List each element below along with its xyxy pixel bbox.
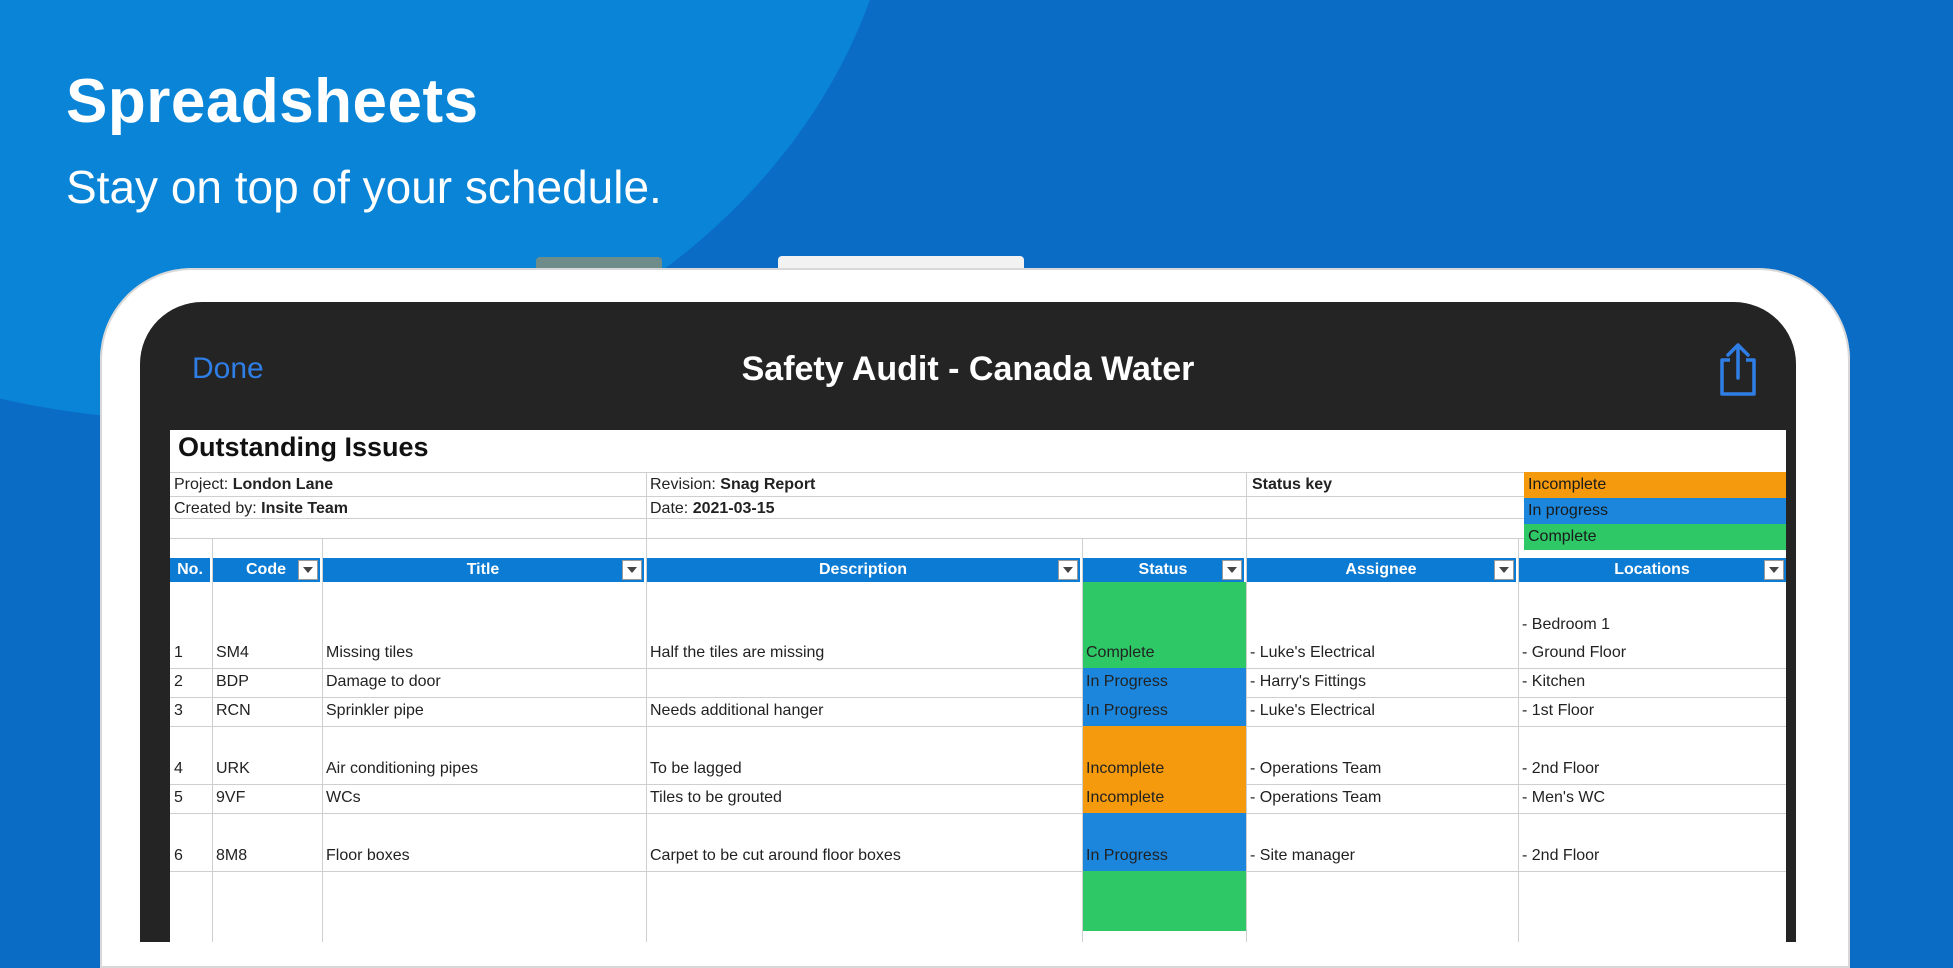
row-divider [170, 668, 1786, 669]
cell-location: - Kitchen [1522, 673, 1586, 690]
cell-status: Incomplete [1086, 760, 1165, 777]
filter-dropdown-icon[interactable] [622, 560, 642, 580]
cell-assignee: - Operations Team [1250, 789, 1382, 806]
filter-dropdown-icon[interactable] [1058, 560, 1078, 580]
cell-code: RCN [216, 702, 251, 719]
cell-code: SM4 [216, 644, 249, 661]
cell-description: Tiles to be grouted [650, 789, 782, 806]
column-header-code[interactable]: Code [212, 558, 322, 582]
cell-location: - Ground Floor [1522, 644, 1627, 661]
cell-location: - 2nd Floor [1522, 760, 1600, 777]
cell-location: - Men's WC [1522, 789, 1606, 806]
revision-info: Revision: Snag Report [650, 476, 816, 493]
cell-assignee: - Luke's Electrical [1250, 702, 1375, 719]
column-header-title[interactable]: Title [322, 558, 646, 582]
cell-no: 1 [174, 644, 183, 661]
sheet-title: Outstanding Issues [178, 432, 429, 462]
cell-no: 4 [174, 760, 183, 777]
cell-title: WCs [326, 789, 361, 806]
spreadsheet [170, 430, 1786, 942]
key-complete: Complete [1524, 524, 1786, 550]
done-button[interactable]: Done [192, 352, 264, 385]
cell-no: 6 [174, 847, 183, 864]
cell-no: 2 [174, 673, 183, 690]
hero-subtitle: Stay on top of your schedule. [66, 161, 662, 213]
filter-dropdown-icon[interactable] [1222, 560, 1242, 580]
cell-no: 5 [174, 789, 183, 806]
cell-location: - 2nd Floor [1522, 847, 1600, 864]
cell-code: URK [216, 760, 250, 777]
row-divider [170, 813, 1786, 814]
cell-title: Damage to door [326, 673, 441, 690]
status-cell-fill [1083, 871, 1246, 931]
date-info: Date: 2021-03-15 [650, 500, 775, 517]
cell-status: Incomplete [1086, 789, 1165, 806]
column-header-no: No. [170, 558, 212, 582]
tablet-screen [140, 302, 1796, 942]
cell-location: - 1st Floor [1522, 702, 1595, 719]
cell-code: 8M8 [216, 847, 248, 864]
cell-assignee: - Site manager [1250, 847, 1355, 864]
row-divider [170, 871, 1786, 872]
cell-status: In Progress [1086, 702, 1168, 719]
cell-assignee: - Luke's Electrical [1250, 644, 1375, 661]
filter-dropdown-icon[interactable] [1764, 560, 1784, 580]
cell-no: 3 [174, 702, 183, 719]
row-divider [170, 726, 1786, 727]
cell-location: - Bedroom 1 [1522, 616, 1611, 633]
hero-title: Spreadsheets [66, 67, 479, 136]
cell-assignee: - Operations Team [1250, 760, 1382, 777]
cell-title: Air conditioning pipes [326, 760, 479, 777]
created-by-info: Created by: Insite Team [174, 500, 349, 517]
column-header-assignee[interactable]: Assignee [1246, 558, 1518, 582]
table-header-row [170, 558, 1786, 582]
cell-title: Missing tiles [326, 644, 414, 661]
cell-title: Sprinkler pipe [326, 702, 424, 719]
column-header-description[interactable]: Description [646, 558, 1082, 582]
cell-title: Floor boxes [326, 847, 410, 864]
key-incomplete: Incomplete [1524, 472, 1786, 498]
cell-code: BDP [216, 673, 249, 690]
column-header-status[interactable]: Status [1082, 558, 1246, 582]
cell-description: Half the tiles are missing [650, 644, 825, 661]
cell-description: To be lagged [650, 760, 742, 777]
cell-description: Needs additional hanger [650, 702, 824, 719]
share-icon[interactable] [1716, 342, 1760, 398]
status-key-label: Status key [1252, 476, 1333, 493]
cell-status: In Progress [1086, 847, 1168, 864]
cell-status: Complete [1086, 644, 1155, 661]
row-divider [170, 784, 1786, 785]
document-title: Safety Audit - Canada Water [741, 350, 1195, 388]
cell-code: 9VF [216, 789, 246, 806]
row-divider [170, 697, 1786, 698]
cell-assignee: - Harry's Fittings [1250, 673, 1366, 690]
column-header-locations[interactable]: Locations [1518, 558, 1786, 582]
filter-dropdown-icon[interactable] [1494, 560, 1514, 580]
cell-status: In Progress [1086, 673, 1168, 690]
filter-dropdown-icon[interactable] [298, 560, 318, 580]
project-info: Project: London Lane [174, 476, 334, 493]
key-in-progress: In progress [1524, 498, 1786, 524]
cell-description: Carpet to be cut around floor boxes [650, 847, 901, 864]
